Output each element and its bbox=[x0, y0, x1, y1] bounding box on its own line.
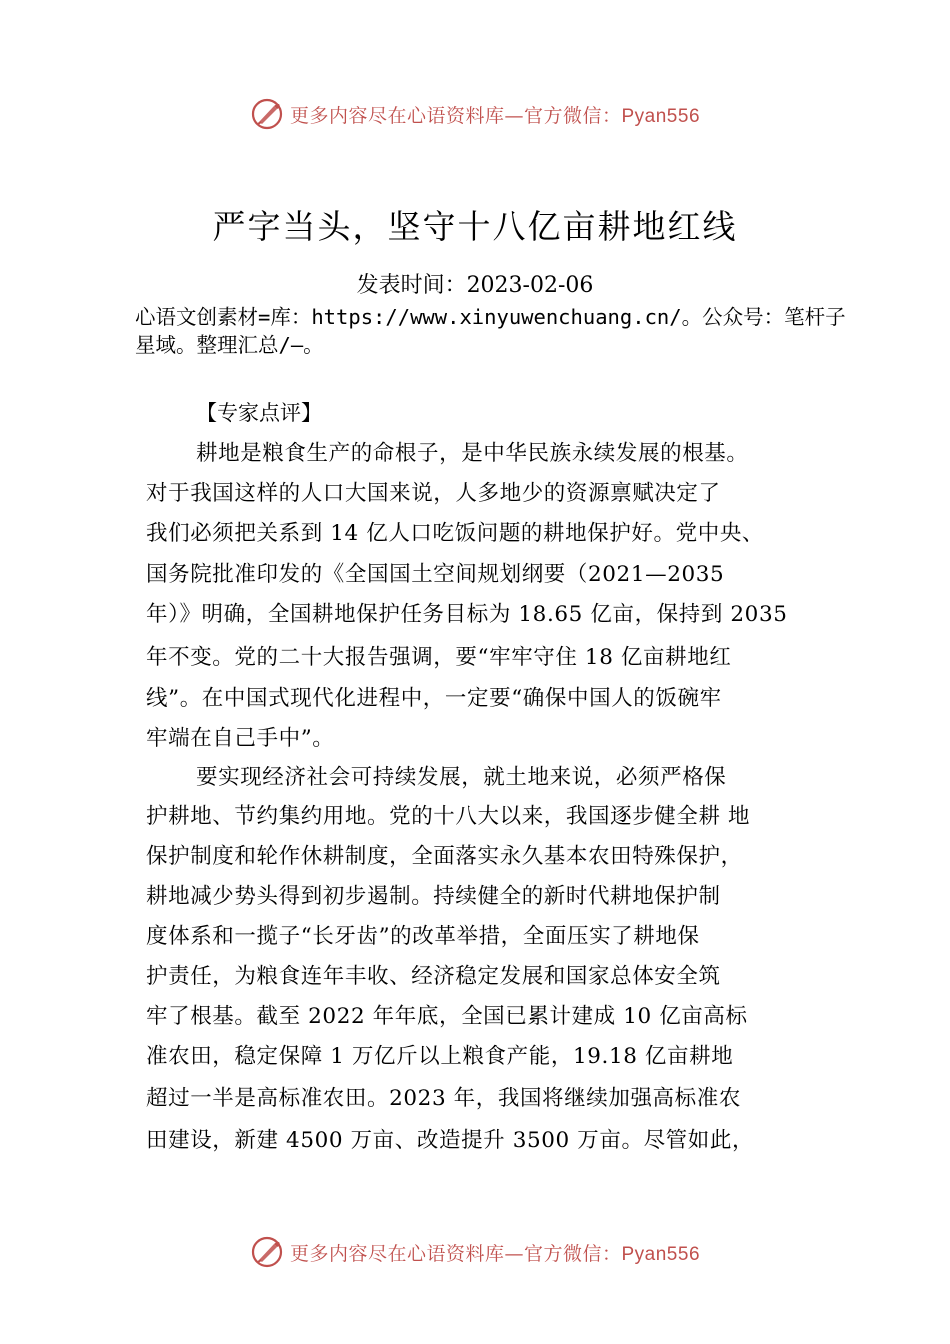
body-line: 护责任，为粮食连年丰收、经济稳定发展和国家总体安全筑 bbox=[146, 964, 721, 989]
article-title: 严字当头，坚守十八亿亩耕地红线 bbox=[212, 207, 738, 246]
footer-banner bbox=[0, 1232, 950, 1272]
body-line: 耕地是粮食生产的命根子，是中华民族永续发展的根基。 bbox=[196, 441, 749, 466]
banner-text-cn: 更多内容尽在心语资料库—官方微信： bbox=[289, 1242, 622, 1265]
publish-date: 发表时间：2023-02-06 bbox=[356, 273, 594, 298]
body-line: 牢端在自己手中”。 bbox=[146, 726, 335, 751]
banner-text-wechat-id: Pyan556 bbox=[621, 1243, 701, 1265]
body-line: 度体系和一揽子“长牙齿”的改革举措，全面压实了耕地保 bbox=[146, 924, 700, 949]
body-line: 准农田，稳定保障 1 万亿斤以上粮食产能，19.18 亿亩耕地 bbox=[146, 1044, 734, 1069]
section-label: 【专家点评】 bbox=[196, 401, 322, 425]
source-note: 心语文创素材=库：https://www.xinyuwenchuang.cn/。公众号：笔杆子星域。整理汇总/—。 bbox=[135, 305, 846, 357]
body-line: 国务院批准印发的《全国国土空间规划纲要（2021—2035 bbox=[146, 562, 725, 587]
banner-text bbox=[290, 1239, 700, 1266]
body-line: 超过一半是高标准农田。2023 年，我国将继续加强高标准农 bbox=[146, 1086, 741, 1111]
body-line: 要实现经济社会可持续发展，就土地来说，必须严格保 bbox=[196, 765, 727, 790]
banner-text bbox=[290, 101, 700, 128]
body-line: 我们必须把关系到 14 亿人口吃饭问题的耕地保护好。党中央、 bbox=[146, 521, 765, 546]
quill-logo-icon bbox=[250, 1235, 284, 1269]
header-banner bbox=[0, 94, 950, 134]
body-line: 对于我国这样的人口大国来说，人多地少的资源禀赋决定了 bbox=[146, 481, 721, 506]
body-line: 护耕地、节约集约用地。党的十八大以来，我国逐步健全耕 地 bbox=[146, 804, 751, 829]
body-line: 田建设，新建 4500 万亩、改造提升 3500 万亩。尽管如此， bbox=[146, 1128, 755, 1153]
body-line: 耕地减少势头得到初步遏制。持续健全的新时代耕地保护制 bbox=[146, 884, 721, 909]
banner-text-wechat-id: Pyan556 bbox=[621, 105, 701, 127]
body-line: 年不变。党的二十大报告强调，要“牢牢守住 18 亿亩耕地红 bbox=[146, 645, 732, 670]
body-line: 保护制度和轮作休耕制度，全面落实永久基本农田特殊保护， bbox=[146, 844, 743, 869]
body-line: 年）》明确，全国耕地保护任务目标为 18.65 亿亩，保持到 2035 bbox=[146, 602, 788, 627]
banner-text-cn: 更多内容尽在心语资料库—官方微信： bbox=[289, 104, 622, 127]
body-line: 牢了根基。截至 2022 年年底，全国已累计建成 10 亿亩高标 bbox=[146, 1004, 748, 1029]
body-line: 线”。在中国式现代化进程中，一定要“确保中国人的饭碗牢 bbox=[146, 686, 722, 711]
quill-logo-icon bbox=[250, 97, 284, 131]
